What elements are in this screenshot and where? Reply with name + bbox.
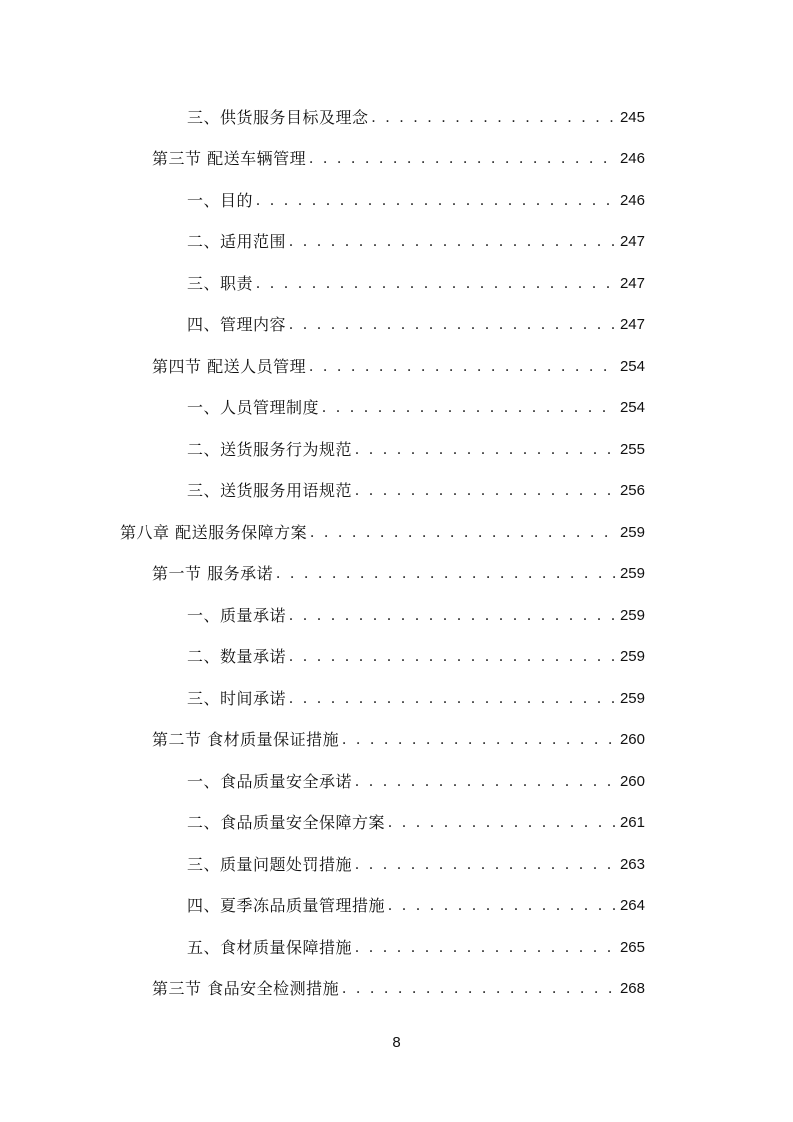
toc-entry-label: 第四节 配送人员管理 bbox=[152, 357, 307, 376]
dot-leader bbox=[289, 232, 617, 252]
toc-entry-label: 三、时间承诺 bbox=[187, 689, 287, 708]
toc-entry-label: 二、送货服务行为规范 bbox=[187, 440, 353, 459]
toc-entry[interactable] bbox=[187, 432, 645, 460]
dot-leader bbox=[388, 813, 617, 833]
toc-entry-label: 四、管理内容 bbox=[187, 315, 287, 334]
toc-entry-page: 254 bbox=[619, 358, 645, 375]
dot-leader bbox=[309, 357, 617, 377]
toc-entry[interactable] bbox=[152, 141, 645, 169]
dot-leader bbox=[276, 564, 617, 584]
toc-entry[interactable] bbox=[187, 888, 645, 916]
toc-entry-label: 第三节 配送车辆管理 bbox=[152, 149, 307, 168]
toc-entry-label: 一、人员管理制度 bbox=[187, 398, 320, 417]
toc-entry-label: 三、职责 bbox=[187, 274, 254, 293]
toc-entry[interactable] bbox=[187, 473, 645, 501]
toc-entry[interactable] bbox=[187, 681, 645, 709]
toc-entry[interactable] bbox=[187, 307, 645, 335]
dot-leader bbox=[355, 481, 617, 501]
toc-entry[interactable] bbox=[120, 515, 645, 543]
dot-leader bbox=[256, 191, 617, 211]
dot-leader bbox=[388, 896, 617, 916]
toc-entry-page: 256 bbox=[619, 482, 645, 499]
toc-entry[interactable] bbox=[152, 722, 645, 750]
toc-entry-page: 259 bbox=[619, 690, 645, 707]
page-number: 8 bbox=[392, 1034, 401, 1051]
toc-entry-label: 第二节 食材质量保证措施 bbox=[152, 730, 340, 749]
toc-entry[interactable] bbox=[187, 639, 645, 667]
toc-entry-label: 第八章 配送服务保障方案 bbox=[120, 523, 308, 542]
toc-entry-page: 259 bbox=[619, 565, 645, 582]
dot-leader bbox=[322, 398, 617, 418]
dot-leader bbox=[289, 606, 617, 626]
toc-entry-label: 三、送货服务用语规范 bbox=[187, 481, 353, 500]
dot-leader bbox=[289, 647, 617, 667]
dot-leader bbox=[372, 108, 617, 128]
toc-entry-page: 245 bbox=[619, 109, 645, 126]
dot-leader bbox=[310, 523, 617, 543]
toc-entry-page: 254 bbox=[619, 399, 645, 416]
toc-entry[interactable] bbox=[187, 100, 645, 128]
toc-entry[interactable] bbox=[152, 349, 645, 377]
dot-leader bbox=[289, 315, 617, 335]
toc-entry[interactable] bbox=[187, 930, 645, 958]
toc-entry-page: 247 bbox=[619, 275, 645, 292]
toc-entry-label: 一、食品质量安全承诺 bbox=[187, 772, 353, 791]
toc-entry[interactable] bbox=[187, 598, 645, 626]
toc-entry-page: 255 bbox=[619, 441, 645, 458]
toc-entry[interactable] bbox=[187, 183, 645, 211]
toc-entry-label: 第一节 服务承诺 bbox=[152, 564, 274, 583]
toc-entry-label: 二、数量承诺 bbox=[187, 647, 287, 666]
toc-entry-label: 二、适用范围 bbox=[187, 232, 287, 251]
dot-leader bbox=[355, 938, 617, 958]
toc-entry-label: 三、供货服务目标及理念 bbox=[187, 108, 369, 127]
toc-entry[interactable] bbox=[187, 390, 645, 418]
toc-entry-page: 259 bbox=[619, 648, 645, 665]
toc-entry[interactable] bbox=[187, 224, 645, 252]
dot-leader bbox=[289, 689, 617, 709]
toc-entry-page: 259 bbox=[619, 524, 645, 541]
dot-leader bbox=[355, 440, 617, 460]
toc-entry-page: 247 bbox=[619, 233, 645, 250]
toc-entry-label: 三、质量问题处罚措施 bbox=[187, 855, 353, 874]
dot-leader bbox=[309, 149, 617, 169]
toc-entry[interactable] bbox=[187, 266, 645, 294]
toc-entry-page: 246 bbox=[619, 192, 645, 209]
toc-entry[interactable] bbox=[187, 847, 645, 875]
toc-entry-page: 263 bbox=[619, 856, 645, 873]
toc-entry[interactable] bbox=[187, 764, 645, 792]
toc-entry-page: 268 bbox=[619, 980, 645, 997]
toc-entry-page: 264 bbox=[619, 897, 645, 914]
toc-entry-page: 260 bbox=[619, 773, 645, 790]
toc-entry[interactable] bbox=[152, 971, 645, 999]
toc-entry-label: 一、质量承诺 bbox=[187, 606, 287, 625]
dot-leader bbox=[342, 730, 617, 750]
toc-entry-page: 265 bbox=[619, 939, 645, 956]
toc-entry-page: 260 bbox=[619, 731, 645, 748]
toc-entry-page: 247 bbox=[619, 316, 645, 333]
dot-leader bbox=[342, 979, 617, 999]
toc-entry-label: 四、夏季冻品质量管理措施 bbox=[187, 896, 386, 915]
toc-entry-label: 五、食材质量保障措施 bbox=[187, 938, 353, 957]
toc-entry-label: 第三节 食品安全检测措施 bbox=[152, 979, 340, 998]
toc-entry[interactable] bbox=[187, 805, 645, 833]
toc-entry-page: 259 bbox=[619, 607, 645, 624]
dot-leader bbox=[355, 772, 617, 792]
toc-entry-page: 246 bbox=[619, 150, 645, 167]
toc-entry[interactable] bbox=[152, 556, 645, 584]
toc-entry-label: 一、目的 bbox=[187, 191, 254, 210]
dot-leader bbox=[355, 855, 617, 875]
toc-entry-page: 261 bbox=[619, 814, 645, 831]
toc-entry-label: 二、食品质量安全保障方案 bbox=[187, 813, 386, 832]
dot-leader bbox=[256, 274, 617, 294]
